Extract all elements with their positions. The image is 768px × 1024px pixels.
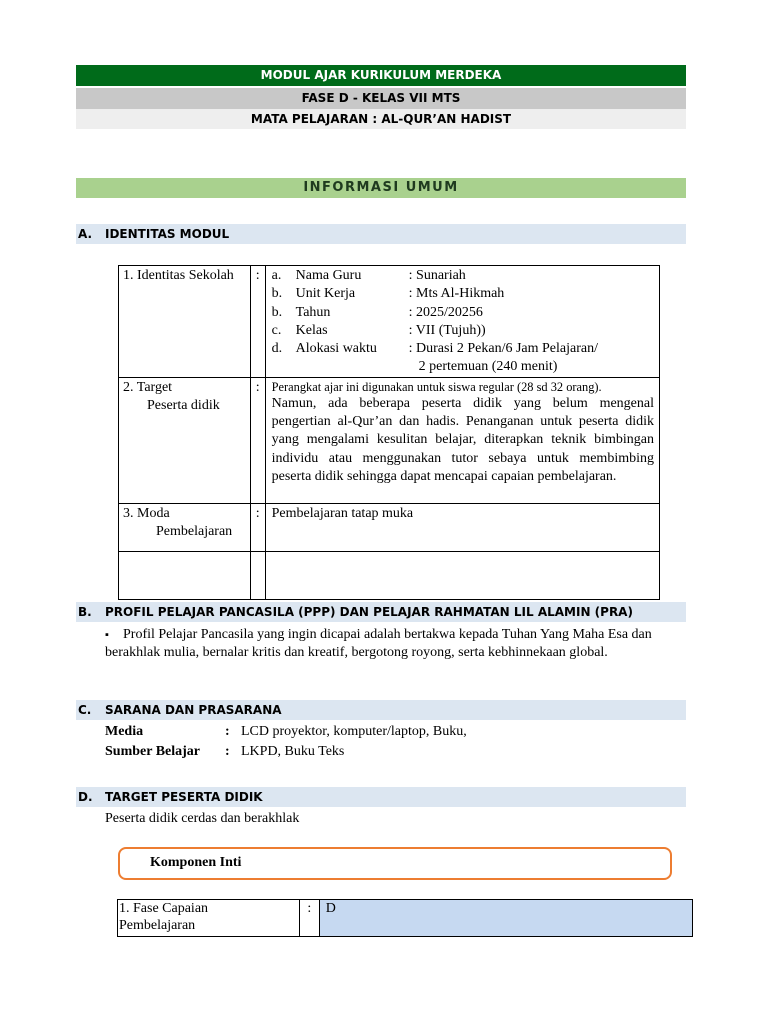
ppp-list-item xyxy=(105,626,684,662)
colon: : xyxy=(255,505,260,521)
mapel-label: MATA PELAJARAN : AL-QUR’AN HADIST xyxy=(250,112,512,126)
identitas-item xyxy=(272,322,659,340)
alokasi-continuation: 2 pertemuan (240 menit) xyxy=(418,359,558,375)
fase-label: FASE D - KELAS VII MTS xyxy=(301,91,461,105)
informasi-umum-bar xyxy=(76,178,686,198)
section-c-heading xyxy=(76,700,686,720)
media-colon: : xyxy=(225,724,230,739)
identitas-item xyxy=(272,340,659,358)
bullet-icon: ▪ xyxy=(105,629,109,641)
item-key: Unit Kerja xyxy=(295,286,356,302)
komponen-inti-title: Komponen Inti xyxy=(150,855,242,870)
fase-value: D xyxy=(325,901,336,916)
section-letter: B. xyxy=(78,605,92,619)
item-value: : Mts Al-Hikmah xyxy=(408,286,505,302)
item-value: : 2025/20256 xyxy=(408,304,483,320)
item-value: : Sunariah xyxy=(408,268,466,283)
section-title: IDENTITAS MODUL xyxy=(105,227,230,241)
item-key: Nama Guru xyxy=(295,268,362,283)
colon: : xyxy=(255,268,260,283)
fase-label-line2: Pembelajaran xyxy=(119,918,196,933)
header-fase-bar xyxy=(76,88,686,109)
ppp-text: Profil Pelajar Pancasila yang ingin dicapai adalah bertakwa kepada Tuhan Yang Maha Esa dan berakhlak mulia, bernalar kritis dan kreatif, bergotong royong, serta kebhinnekaan global. xyxy=(105,627,652,660)
table-row xyxy=(119,503,660,551)
section-letter: A. xyxy=(78,227,93,241)
section-title: TARGET PESERTA DIDIK xyxy=(105,790,263,804)
media-label: Media xyxy=(105,724,144,739)
section-a-heading xyxy=(76,224,686,244)
module-title: MODUL AJAR KURIKULUM MERDEKA xyxy=(260,68,502,82)
fase-value-cell xyxy=(319,900,692,937)
item-letter: a. xyxy=(271,268,282,283)
sumber-colon: : xyxy=(225,744,230,759)
item-letter: d. xyxy=(271,341,283,357)
colon: : xyxy=(255,379,260,395)
fase-capaian-table xyxy=(117,899,693,937)
row-label-line2: Pembelajaran xyxy=(156,524,233,540)
table-row xyxy=(119,266,660,378)
header-mapel-bar xyxy=(76,109,686,129)
section-letter: C. xyxy=(78,703,92,717)
section-title: PROFIL PELAJAR PANCASILA (PPP) DAN PELAJAR RAHMATAN LIL ALAMIN (PRA) xyxy=(105,605,633,619)
section-title: SARANA DAN PRASARANA xyxy=(105,703,282,717)
identitas-table xyxy=(118,265,660,600)
section-letter: D. xyxy=(78,790,93,804)
row-label-line2: Peserta didik xyxy=(147,398,220,414)
row-label: 1. Identitas Sekolah xyxy=(123,268,234,283)
section-b-heading xyxy=(76,602,686,622)
media-value: LCD proyektor, komputer/laptop, Buku, xyxy=(241,724,467,739)
item-letter: b. xyxy=(271,304,283,320)
sarana-media-row xyxy=(105,723,467,741)
informasi-umum-title: INFORMASI UMUM xyxy=(303,180,459,195)
target-description: Namun, ada beberapa peserta didik yang belum mengenal pengertian al-Qur’an dan hadis. Penanganan untuk peserta didik yang mengalami kesulitan belajar, diterapkan teknik bimbingan individu atau menggunakan tutor sebaya untuk membimbing peserta didik sehingga dapat mencapai capaian pembelajaran. xyxy=(271,395,654,484)
table-row xyxy=(118,900,693,937)
target-text: Peserta didik cerdas dan berakhlak xyxy=(105,811,300,826)
item-value: : Durasi 2 Pekan/6 Jam Pelajaran/ xyxy=(408,341,598,357)
section-d-heading xyxy=(76,787,686,807)
sumber-label: Sumber Belajar xyxy=(105,744,201,759)
item-key: Kelas xyxy=(295,322,328,338)
row-label-line1: 3. Moda xyxy=(123,505,170,521)
identitas-item xyxy=(272,267,659,285)
target-first-line: Perangkat ajar ini digunakan untuk siswa regular (28 sd 32 orang). xyxy=(271,379,602,394)
sarana-sumber-row xyxy=(105,743,344,761)
row-label-line1: 2. Target xyxy=(123,379,173,395)
table-row xyxy=(119,377,660,503)
komponen-inti-box xyxy=(118,847,672,880)
identitas-item xyxy=(272,285,659,303)
colon: : xyxy=(307,901,312,916)
item-letter: c. xyxy=(271,322,282,338)
sumber-value: LKPD, Buku Teks xyxy=(241,744,345,759)
fase-label-line1: 1. Fase Capaian xyxy=(119,901,209,916)
item-value: : VII (Tujuh)) xyxy=(408,322,486,338)
item-key: Tahun xyxy=(295,304,331,320)
moda-value: Pembelajaran tatap muka xyxy=(271,505,414,521)
table-row-empty xyxy=(119,551,660,599)
header-title-bar xyxy=(76,65,686,86)
item-key: Alokasi waktu xyxy=(295,341,377,357)
item-letter: b. xyxy=(271,286,283,302)
identitas-details xyxy=(265,266,659,378)
identitas-item xyxy=(272,304,659,322)
